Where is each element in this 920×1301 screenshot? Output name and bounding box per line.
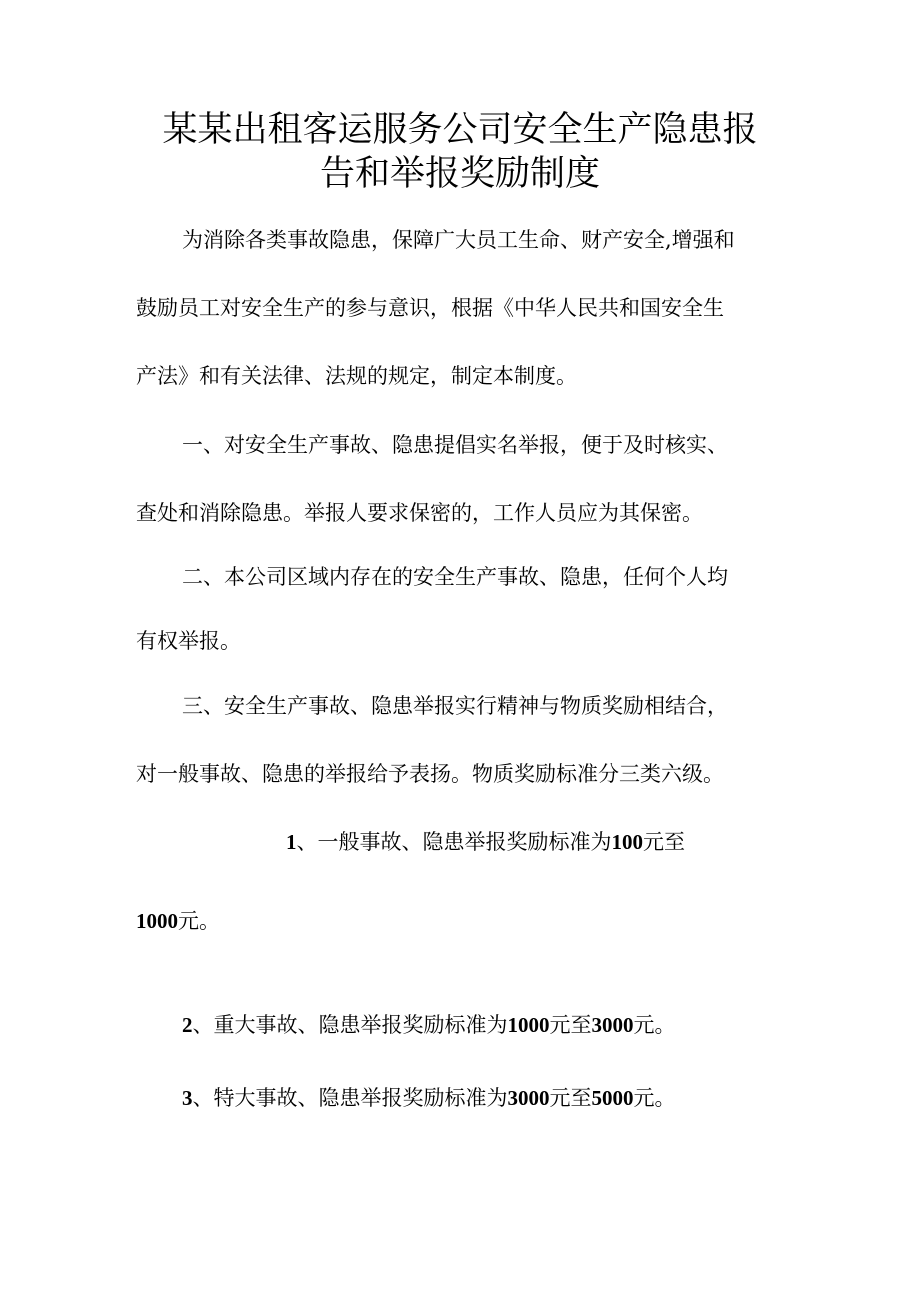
reward-2-number: 2 xyxy=(182,1013,193,1037)
intro-line-2: 鼓励员工对安全生产的参与意识，根据《中华人民共和国安全生 xyxy=(136,296,724,320)
article-3-line-2: 对一般事故、隐患的举报给予表扬。物质奖励标准分三类六级。 xyxy=(136,762,724,786)
reward-1-unit: 元。 xyxy=(178,909,220,933)
document-title xyxy=(120,108,800,196)
reward-3-number: 3 xyxy=(182,1086,193,1110)
reward-2-text: 、重大事故、隐患举报奖励标准为 xyxy=(192,1013,508,1037)
reward-1-line-2 xyxy=(136,906,220,936)
article-2-line-2: 有权举报。 xyxy=(136,629,241,653)
reward-2-unit: 元。 xyxy=(633,1013,676,1037)
reward-3-max-amount: 5000 xyxy=(591,1086,634,1110)
title-line-2: 告和举报奖励制度 xyxy=(319,154,600,194)
reward-2-min-amount: 1000 xyxy=(507,1013,550,1037)
reward-1-text: 、一般事故、隐患举报奖励标准为 xyxy=(296,830,612,854)
intro-line-3: 产法》和有关法律、法规的规定，制定本制度。 xyxy=(136,364,577,388)
reward-2-to: 元至 xyxy=(549,1013,592,1037)
article-2-line-1: 二、本公司区域内存在的安全生产事故、隐患，任何个人均 xyxy=(182,565,728,589)
reward-3-min-amount: 3000 xyxy=(507,1086,550,1110)
reward-3-text: 、特大事故、隐患举报奖励标准为 xyxy=(192,1086,508,1110)
title-line-1: 某某出租客运服务公司安全生产隐患报 xyxy=(162,110,758,150)
reward-3-unit: 元。 xyxy=(633,1086,676,1110)
reward-3-line xyxy=(182,1083,676,1113)
reward-1-min-amount: 100 xyxy=(611,830,643,854)
intro-line-1: 为消除各类事故隐患，保障广大员工生命、财产安全,增强和 xyxy=(182,228,735,252)
article-1-line-2: 查处和消除隐患。举报人要求保密的，工作人员应为其保密。 xyxy=(136,501,703,525)
reward-2-max-amount: 3000 xyxy=(591,1013,634,1037)
article-1-line-1: 一、对安全生产事故、隐患提倡实名举报，便于及时核实、 xyxy=(182,433,728,457)
reward-1-line-1 xyxy=(286,827,685,857)
reward-1-to: 元至 xyxy=(643,830,685,854)
reward-1-number: 1 xyxy=(286,830,297,854)
reward-1-max-amount: 1000 xyxy=(136,909,178,933)
reward-2-line xyxy=(182,1010,676,1040)
reward-3-to: 元至 xyxy=(549,1086,592,1110)
article-3-line-1: 三、安全生产事故、隐患举报实行精神与物质奖励相结合， xyxy=(182,694,728,718)
